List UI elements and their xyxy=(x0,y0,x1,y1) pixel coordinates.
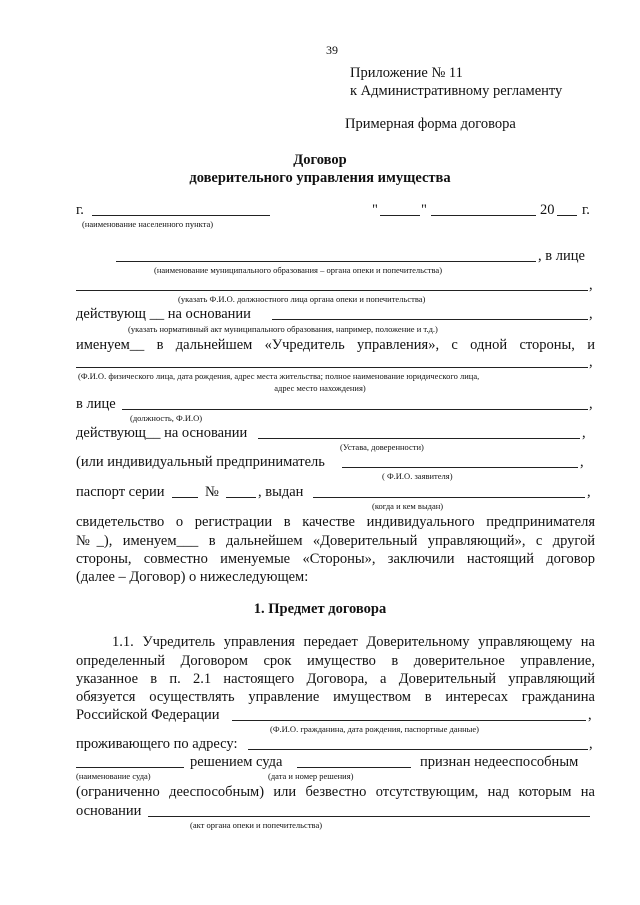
city-hint: (наименование населенного пункта) xyxy=(82,219,214,229)
in-person-suffix: , в лице xyxy=(538,248,585,264)
document-subtitle: доверительного управления имущества xyxy=(189,170,451,186)
section-1-p1-line-1: 1.1. Учредитель управления передает Доверительному управляющему на xyxy=(112,634,595,650)
comma: , xyxy=(589,306,593,322)
declared-incapable-label: признан недееспособным xyxy=(420,754,579,770)
city-prefix: г. xyxy=(76,202,84,218)
passport-label: паспорт серии xyxy=(76,484,165,500)
appendix-line-1: Приложение № 11 xyxy=(350,65,463,81)
preamble-line-1: свидетельство о регистрации в качестве индивидуального предпринимателя xyxy=(76,514,595,530)
comma: , xyxy=(582,425,586,441)
act-blank xyxy=(272,319,588,320)
person-hint-1: (Ф.И.О. физического лица, дата рождения, адрес места жительства; полное наименование юридического лица, xyxy=(78,371,480,381)
decision-blank xyxy=(297,767,411,768)
guardian-act-hint: (акт органа опеки и попечительства) xyxy=(190,820,323,830)
preamble-line-3: стороны, совместно именуемые «Стороны», заключили настоящий договор xyxy=(76,551,595,567)
named-founder-line: именуем__ в дальнейшем «Учредитель управления», с одной стороны, и xyxy=(76,337,595,353)
page-number: 39 xyxy=(326,43,338,57)
basis-blank xyxy=(258,438,580,439)
applicant-hint: ( Ф.И.О. заявителя) xyxy=(382,471,453,481)
guardian-act-blank xyxy=(148,816,590,817)
act-hint: (указать нормативный акт муниципального образования, например, положение и т.д.) xyxy=(128,324,438,334)
address-label: проживающего по адресу: xyxy=(76,736,238,752)
issued-label: , выдан xyxy=(258,484,304,500)
comma: , xyxy=(589,277,593,293)
form-title: Примерная форма договора xyxy=(345,116,516,132)
acting-label-2: действующ__ на основании xyxy=(76,425,248,441)
section-1-p1-line-2: определенный Договором срок имущество в доверительное управление, xyxy=(76,653,595,669)
official-blank xyxy=(76,290,588,291)
quote-close: " xyxy=(421,202,427,218)
passport-number-blank xyxy=(226,497,256,498)
year-suffix: г. xyxy=(582,202,590,218)
section-1-p1-line-3: указанное в п. 2.1 настоящего Договора, а Доверительный управляющий xyxy=(76,671,595,687)
section-1-heading: 1. Предмет договора xyxy=(253,601,387,617)
municipality-blank xyxy=(116,261,536,262)
section-1-p1-line-5: Российской Федерации xyxy=(76,707,220,723)
comma: , xyxy=(589,736,593,752)
quote-open: " xyxy=(372,202,378,218)
document-title: Договор xyxy=(293,152,347,168)
day-blank xyxy=(380,215,420,216)
basis-hint: (Устава, доверенности) xyxy=(340,442,424,452)
preamble-line-2: №_), именуем___ в дальнейшем «Доверительный управляющий», с другой xyxy=(76,533,595,549)
preamble-line-4: (далее – Договор) о нижеследующем: xyxy=(76,569,309,585)
ip-label: (или индивидуальный предприниматель xyxy=(76,454,325,470)
passport-number-sign: № xyxy=(205,484,219,500)
section-1-p1-line-4: обязуется осуществлять управление имуществом в интересах гражданина xyxy=(76,689,595,705)
year-blank xyxy=(557,215,577,216)
city-blank xyxy=(92,215,270,216)
court-blank xyxy=(76,767,184,768)
person-hint-2: адрес место нахождения) xyxy=(274,383,366,393)
month-blank xyxy=(431,215,536,216)
decision-hint: (дата и номер решения) xyxy=(268,771,354,781)
comma: , xyxy=(589,396,593,412)
section-1-p2-line: (ограниченно дееспособным) или безвестно отсутствующим, над которым на xyxy=(76,784,595,800)
address-blank xyxy=(248,749,588,750)
in-person-label: в лице xyxy=(76,396,116,412)
comma: , xyxy=(587,484,591,500)
municipality-hint: (наименование муниципального образования – органа опеки и попечительства) xyxy=(154,265,443,275)
issued-blank xyxy=(313,497,585,498)
applicant-blank xyxy=(342,467,578,468)
position-blank xyxy=(122,409,588,410)
year-prefix: 20 xyxy=(540,202,555,218)
comma: , xyxy=(589,354,593,370)
official-hint: (указать Ф.И.О. должностного лица органа опеки и попечительства) xyxy=(178,294,426,304)
issued-hint: (когда и кем выдан) xyxy=(372,501,444,511)
comma: , xyxy=(588,707,592,723)
court-decision-label: решением суда xyxy=(190,754,283,770)
passport-series-blank xyxy=(172,497,198,498)
acting-label: действующ __ на основании xyxy=(76,306,251,322)
citizen-hint: (Ф.И.О. гражданина, дата рождения, паспортные данные) xyxy=(270,724,479,734)
comma: , xyxy=(580,454,584,470)
basis-label: основании xyxy=(76,803,142,819)
person-blank xyxy=(76,367,588,368)
position-hint: (должность, Ф.И.О) xyxy=(130,413,203,423)
citizen-blank xyxy=(232,720,586,721)
court-hint: (наименование суда) xyxy=(76,771,151,781)
appendix-line-2: к Административному регламенту xyxy=(350,83,563,99)
